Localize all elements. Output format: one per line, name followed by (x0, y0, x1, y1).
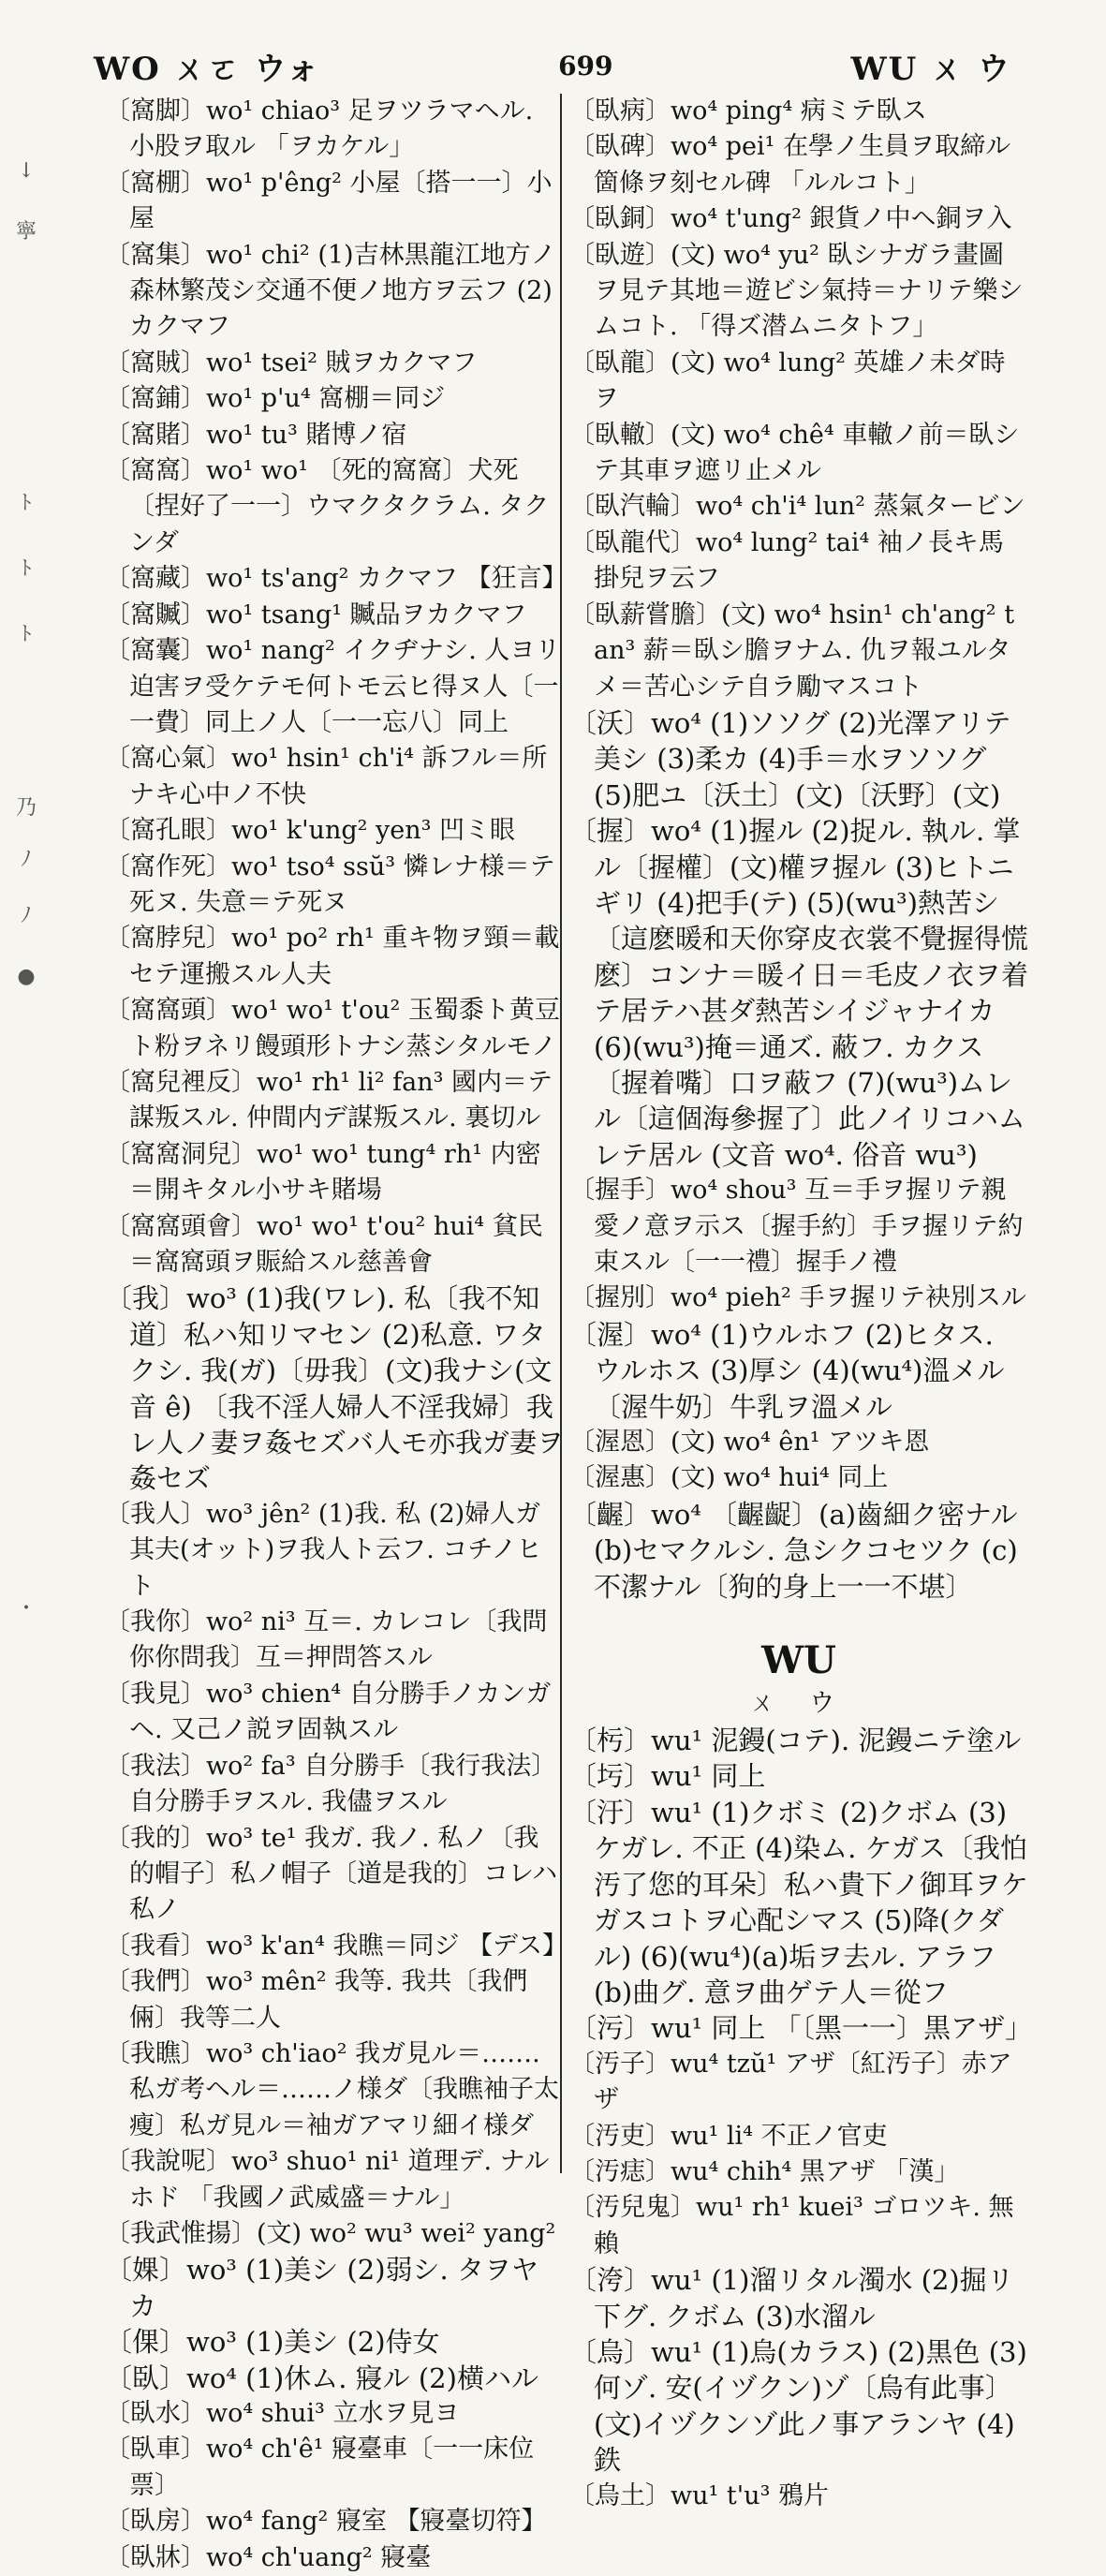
entry: 〔我看〕wo³ k'an⁴ 我瞧＝同ジ 【デス】 (105, 1931, 568, 1961)
edge-mark: ﾄ (21, 492, 32, 515)
entry: 〔窩脚〕wo¹ chiao³ 足ヲツラマヘル. 小股ヲ取ル 「ヲカケル」 (105, 96, 534, 162)
entry: 〔窩脖兒〕wo¹ po² rh¹ 重キ物ヲ頸＝載セテ運搬スル人夫 (105, 924, 560, 989)
entry: 〔汚痣〕wu⁴ chih⁴ 黒アザ 「漢」 (569, 2156, 960, 2186)
page-header (94, 37, 1011, 94)
entry: 〔窩窩洞兒〕wo¹ wo¹ tung⁴ rh¹ 内密＝開キタル小サキ賭場 (105, 1139, 541, 1206)
headword-entry: 〔我〕wo³ (1)我(ワレ). 私〔我不知道〕私ハ知リマセン (2)私意. ワタクシ. 我(ガ)〔毋我〕(文)我ナシ(文音 ê) 〔我不淫人婦人不淫我婦〕我レ人ノ妻ヲ姦セズバ人モ亦我ガ妻ヲ姦セズ (105, 1282, 565, 1495)
entry: 〔窩窩〕wo¹ wo¹ 〔死的窩窩〕犬死〔捏好了一一〕ウマクタクラム. タクンダ (105, 456, 550, 557)
headword-entry: 〔圬〕wu¹ 同上 (569, 1760, 766, 1793)
entry: 〔臥水〕wo⁴ shui³ 立水ヲ見ヨ (105, 2399, 460, 2428)
entry: 〔窩贓〕wo¹ tsang¹ 贓品ヲカクマフ (105, 600, 527, 629)
entry: 〔臥轍〕(文) wo⁴ chê⁴ 車轍ノ前＝臥シテ其車ヲ遮リ止メル (569, 420, 1020, 486)
entry: 〔窩集〕wo¹ chi² (1)吉林黒龍江地方ノ森林繁茂シ交通不便ノ地方ヲ云フ (2)カクマフ (105, 240, 556, 342)
entry: 〔窩兒裡反〕wo¹ rh¹ li² fan³ 國内＝テ謀叛スル. 仲間内デ謀叛スル. 裏切ル (105, 1067, 553, 1133)
headword-entry: 〔握〕wo⁴ (1)握ル (2)捉ル. 執ル. 掌ル〔握權〕(文)權ヲ握ル (3)ヒトニギリ (4)把手(テ) (5)(wu³)熱苦シ〔這麽暖和天你穿皮衣裳不覺握得慌麽〕コンナ＝暖イ日＝毛皮ノ衣ヲ着テ居テハ甚ダ熱苦シイジャナイカ (6)(wu³)掩＝通ズ. 蔽フ. カクス〔握着嘴〕口ヲ蔽フ (7)(wu³)ムレル〔這個海參握了〕此ノイリコハムレテ居ル (文音 wo⁴. 俗音 wu³) (569, 815, 1029, 1171)
header-left: WO ㄨㄛ ウォ (94, 50, 321, 88)
entry: 〔臥牀〕wo⁴ ch'uang² 寢臺 (105, 2542, 432, 2572)
entry: 〔臥龍〕(文) wo⁴ lung² 英雄ノ未ダ時ヲ (569, 348, 1006, 414)
entry: 〔窩賊〕wo¹ tsei² 賊ヲカクマフ (105, 348, 478, 378)
headword-entry: 〔洿〕wu¹ (1)溜リタル濁水 (2)掘リ下グ. クボム (3)水溜ル (569, 2264, 1014, 2332)
header-right: WU ㄨ ウ (850, 50, 1011, 88)
right-column (569, 94, 1033, 2514)
edge-mark: ・ (15, 1597, 37, 1621)
entry: 〔臥房〕wo⁴ fang² 寢室 【寢臺切符】 (105, 2507, 547, 2537)
entry: 〔我法〕wo² fa³ 自分勝手〔我行我法〕自分勝手ヲスル. 我儘ヲスル (105, 1751, 557, 1817)
edge-mark: ﾉ (21, 848, 32, 871)
entry: 〔我武惟揚〕(文) wo² wu³ wei² yang² (105, 2218, 556, 2248)
left-column (105, 94, 568, 2576)
entry: 〔我瞧〕wo³ ch'iao² 我ガ見ル＝……. 私ガ考ヘル＝……ノ様ダ〔我瞧袖子太瘦〕私ガ見ル＝袖ガアマリ細イ様ダ (105, 2038, 559, 2140)
entry: 〔窩棚〕wo¹ p'êng² 小屋〔搭一一〕小屋 (105, 168, 553, 234)
entry: 〔窩作死〕wo¹ tso⁴ ssŭ³ 憐レナ様＝テ死ヌ. 失意＝テ死ヌ (105, 851, 555, 917)
headword-entry: 〔齷〕wo⁴ 〔齷齪〕(a)齒細ク密ナル (b)セマクルシ. 急シクコセツク (c)不潔ナル〔狗的身上一一不堪〕 (569, 1498, 1018, 1603)
headword-entry: 〔臥〕wo⁴ (1)休ム. 寢ル (2)横ハル (105, 2361, 538, 2394)
entry: 〔臥銅〕wo⁴ t'ung² 銀貨ノ中ヘ銅ヲ入 (569, 204, 1012, 234)
entry: 〔我見〕wo³ chien⁴ 自分勝手ノカンガヘ. 又己ノ説ヲ固執スル (105, 1679, 552, 1745)
entry: 〔臥病〕wo⁴ ping⁴ 病ミテ臥ス (569, 96, 927, 126)
headword-entry: 〔婐〕wo³ (1)美シ (2)弱シ. タヲヤカ (105, 2254, 538, 2322)
entry: 〔臥薪嘗膽〕(文) wo⁴ hsin¹ ch'ang² tan³ 薪＝臥シ膽ヲナム. 仇ヲ報ユルタメ＝苦心シテ自ラ勵マスコト (569, 600, 1015, 702)
entry: 〔我人〕wo³ jên² (1)我. 私 (2)婦人ガ其夫(オット)ヲ我人ト云フ. コチノヒト (105, 1499, 542, 1601)
entry: 〔我說呢〕wo³ shuo¹ ni¹ 道理デ. ナルホド 「我國ノ武威盛＝ナル」 (105, 2147, 550, 2213)
entry: 〔窩窩頭會〕wo¹ wo¹ t'ou² hui⁴ 貧民＝窩窩頭ヲ賑給スル慈善會 (105, 1211, 543, 1277)
entry: 〔握別〕wo⁴ pieh² 手ヲ握リテ袂別スル (569, 1283, 1026, 1313)
entry: 〔我們〕wo³ mên² 我等. 我共〔我們倆〕我等二人 (105, 1967, 528, 2033)
entry: 〔我的〕wo³ te¹ 我ガ. 我ノ. 私ノ〔我的帽子〕私ノ帽子〔道是我的〕コレハ私ノ (105, 1823, 558, 1925)
entry: 〔握手〕wo⁴ shou³ 互＝手ヲ握リテ親愛ノ意ヲ示ス〔握手約〕手ヲ握リテ約束スル〔一一禮〕握手ノ禮 (569, 1176, 1024, 1277)
entry: 〔窩心氣〕wo¹ hsin¹ ch'i⁴ 訴フル＝所ナキ心中ノ不快 (105, 744, 548, 809)
entry: 〔汚吏〕wu¹ li⁴ 不正ノ官吏 (569, 2121, 888, 2151)
edge-mark: ﾄ (21, 623, 32, 646)
entry: 〔汚子〕wu⁴ tzŭ¹ アザ〔紅汚子〕赤アザ (569, 2049, 1012, 2115)
edge-mark: ● (17, 965, 36, 988)
headword-entry: 〔污〕wu¹ 同上 「〔黑一一〕黒アザ」 (569, 2012, 1033, 2045)
headword-entry: 〔倮〕wo³ (1)美シ (2)侍女 (105, 2326, 440, 2359)
entry: 〔窩孔眼〕wo¹ k'ung² yen³ 凹ミ眼 (105, 816, 516, 846)
entry: 〔汚兒鬼〕wu¹ rh¹ kuei³ ゴロツキ. 無賴 (569, 2193, 1014, 2258)
entry: 〔臥遊〕(文) wo⁴ yu² 臥シナガラ畫圖ヲ見テ其地＝遊ビシ氣持＝ナリテ樂シムコト. 「得ズ潜ムニタトフ」 (569, 240, 1024, 342)
entry: 〔我你〕wo² ni³ 互＝. カレコレ〔我問你你問我〕互＝押問答スル (105, 1607, 548, 1673)
edge-mark: ﾄ (21, 557, 32, 581)
section-heading: WU (761, 1638, 836, 1683)
edge-mark: 乃 (15, 796, 37, 820)
entry: 〔臥汽輪〕wo⁴ ch'i⁴ lun² 蒸氣タービン (569, 492, 1025, 522)
entry: 〔渥恩〕(文) wo⁴ ên¹ アツキ恩 (569, 1428, 930, 1458)
entry: 〔臥碑〕wo⁴ pei¹ 在學ノ生員ヲ取締ル箇條ヲ刻セル碑 「ルルコト」 (569, 132, 1011, 198)
headword-entry: 〔渥〕wo⁴ (1)ウルホフ (2)ヒタス. ウルホス (3)厚シ (4)(wu⁴)溫メル〔渥牛奶〕牛乳ヲ溫メル (569, 1318, 1005, 1423)
edge-mark: ﾉ (21, 904, 32, 927)
entry: 〔渥惠〕(文) wo⁴ hui⁴ 同上 (569, 1463, 889, 1493)
headword-entry: 〔杇〕wu¹ 泥鏝(コテ). 泥鏝ニテ塗ル (569, 1725, 1022, 1757)
entry: 〔臥車〕wo⁴ ch'ê¹ 寢臺車〔一一床位票〕 (105, 2435, 535, 2500)
edge-mark: ↓ (17, 159, 36, 183)
entry: 〔窩藏〕wo¹ ts'ang² カクマフ 【狂言】 (105, 564, 568, 594)
page-number: 699 (558, 50, 613, 81)
entry: 〔烏土〕wu¹ t'u³ 鴉片 (569, 2480, 829, 2510)
entry: 〔窩鋪〕wo¹ p'u⁴ 窩棚＝同ジ (105, 384, 446, 414)
section-subheading: ㄨ ウ (749, 1689, 848, 1719)
headword-entry: 〔烏〕wu¹ (1)烏(カラス) (2)黒色 (3)何ゾ. 安(イヅクン)ゾ〔烏有此事〕(文)イヅクンゾ此ノ事アランヤ (4)鉄 (569, 2335, 1027, 2477)
headword-entry: 〔沃〕wo⁴ (1)ソソグ (2)光澤アリテ美シ (3)柔カ (4)手＝水ヲソソグ (5)肥ユ〔沃土〕(文)〔沃野〕(文) (569, 706, 1011, 811)
entry: 〔窩囊〕wo¹ nang² イクヂナシ. 人ヨリ迫害ヲ受ケテモ何トモ云ヒ得ヌ人〔一一費〕同上ノ人〔一一忘八〕同上 (105, 636, 561, 737)
entry: 〔窩窩頭〕wo¹ wo¹ t'ou² 玉蜀黍ト黄豆ト粉ヲネリ饅頭形トナシ蒸シタルモノ (105, 996, 560, 1061)
entry: 〔臥龍代〕wo⁴ lung² tai⁴ 袖ノ長キ馬掛兒ヲ云フ (569, 527, 1004, 594)
edge-mark: 寧 (15, 220, 37, 244)
headword-entry: 〔汙〕wu¹ (1)クボミ (2)クボム (3)ケガレ. 不正 (4)染ム. ケガス〔我怕汚了您的耳朵〕私ハ貴下ノ御耳ヲケガスコトヲ心配シマス (5)降(クダル) (6)(wu⁴)(a)垢ヲ去ル. アラフ (b)曲グ. 意ヲ曲ゲテ人＝從フ (569, 1796, 1029, 2008)
entry: 〔窩賭〕wo¹ tu³ 賭博ノ宿 (105, 420, 407, 450)
